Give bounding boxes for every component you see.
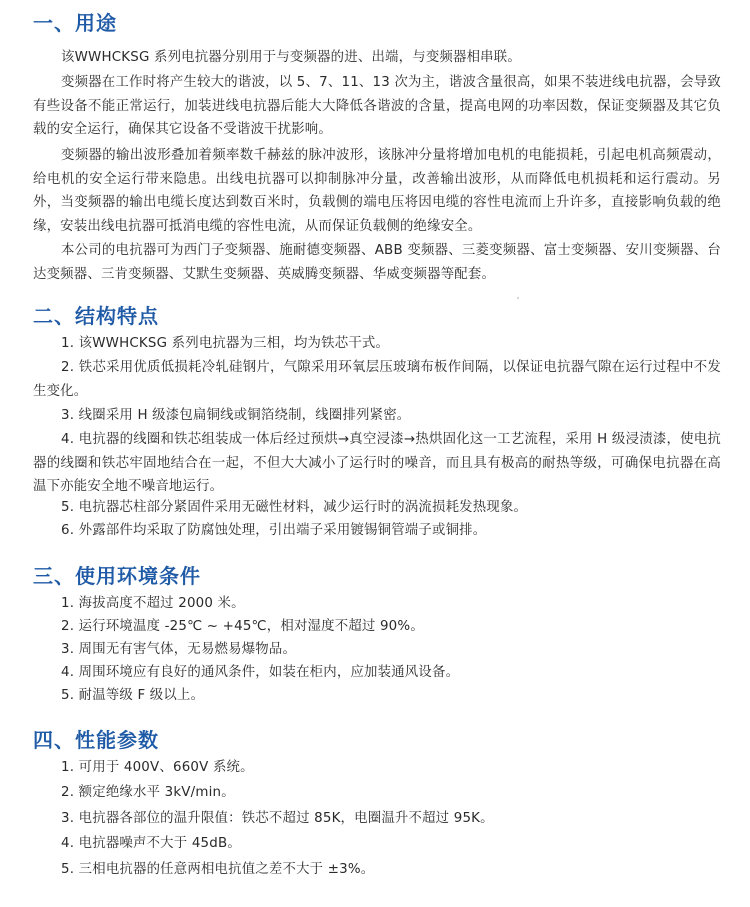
- list-item: 4. 周围环境应有良好的通风条件，如装在柜内，应加装通风设备。: [61, 665, 460, 680]
- list-item: 2. 额定绝缘水平 3kV/min。: [61, 785, 235, 800]
- section-heading: 一、用途: [33, 11, 117, 35]
- list-item: 4. 电抗器的线圈和铁芯组装成一体后经过预烘→真空浸漆→热烘固化这一工艺流程，采用 H 级浸渍漆，使电抗器的线圈和铁芯牢固地结合在一起，不但大大减小了运行时的噪音，而且具有极高的耐热等级，可确保电抗器在高温下亦能安全地不噪音地运行。: [33, 432, 721, 494]
- list-item: 1. 可用于 400V、660V 系统。: [61, 760, 254, 775]
- list-item: 5. 电抗器芯柱部分紧固件采用无磁性材料，减少运行时的涡流损耗发热现象。: [61, 500, 528, 515]
- scan-speck: [517, 297, 519, 299]
- section-heading: 四、性能参数: [33, 728, 159, 752]
- list-item: 3. 周围无有害气体，无易燃易爆物品。: [61, 642, 297, 657]
- section-heading: 三、使用环境条件: [33, 564, 201, 588]
- paragraph: 本公司的电抗器可为西门子变频器、施耐德变频器、ABB 变频器、三菱变频器、富士变频器、安川变频器、台达变频器、三肯变频器、艾默生变频器、英威腾变频器、华威变频器等配套。: [33, 243, 721, 282]
- paragraph: 变频器的输出波形叠加着频率数千赫兹的脉冲波形，该脉冲分量将增加电机的电能损耗，引起电机高频震动，给电机的安全运行带来隐患。出线电抗器可以抑制脉冲分量，改善输出波形，从而降低电机损耗和运行震动。另外，当变频器的输出电缆长度达到数百米时，负载侧的端电压将因电缆的容性电流而上升许多，直接影响负载的绝缘，安装出线电抗器可抵消电缆的容性电流，从而保证负载侧的绝缘安全。: [33, 148, 721, 234]
- list-item: 2. 运行环境温度 -25℃ ~ +45℃，相对湿度不超过 90%。: [61, 619, 424, 634]
- list-item: 3. 电抗器各部位的温升限值：铁芯不超过 85K，电圈温升不超过 95K。: [61, 811, 494, 826]
- paragraph: 该WWHCKSG 系列电抗器分别用于与变频器的进、出端，与变频器相串联。: [61, 50, 521, 65]
- list-item: 5. 耐温等级 F 级以上。: [61, 688, 205, 703]
- list-item: 5. 三相电抗器的任意两相电抗值之差不大于 ±3%。: [61, 862, 375, 877]
- list-item: 1. 该WWHCKSG 系列电抗器为三相，均为铁芯干式。: [61, 336, 390, 351]
- list-item: 6. 外露部件均采取了防腐蚀处理，引出端子采用镀锡铜管端子或铜排。: [61, 523, 487, 538]
- paragraph: 变频器在工作时将产生较大的谐波，以 5、7、11、13 次为主，谐波含量很高，如果不装进线电抗器，会导致有些设备不能正常运行，加装进线电抗器后能大大降低各谐波的含量，提高电网的功率因数，保证变频器及其它负载的安全运行，确保其它设备不受谐波干扰影响。: [33, 75, 721, 137]
- list-item: 1. 海拔高度不超过 2000 米。: [61, 596, 245, 611]
- list-item: 3. 线圈采用 H 级漆包扁铜线或铜箔绕制，线圈排列紧密。: [61, 408, 411, 423]
- list-item: 2. 铁芯采用优质低损耗冷轧硅钢片，气隙采用环氧层压玻璃布板作间隔，以保证电抗器气隙在运行过程中不发生变化。: [33, 360, 721, 399]
- section-heading: 二、结构特点: [33, 304, 159, 328]
- list-item: 4. 电抗器噪声不大于 45dB。: [61, 836, 241, 851]
